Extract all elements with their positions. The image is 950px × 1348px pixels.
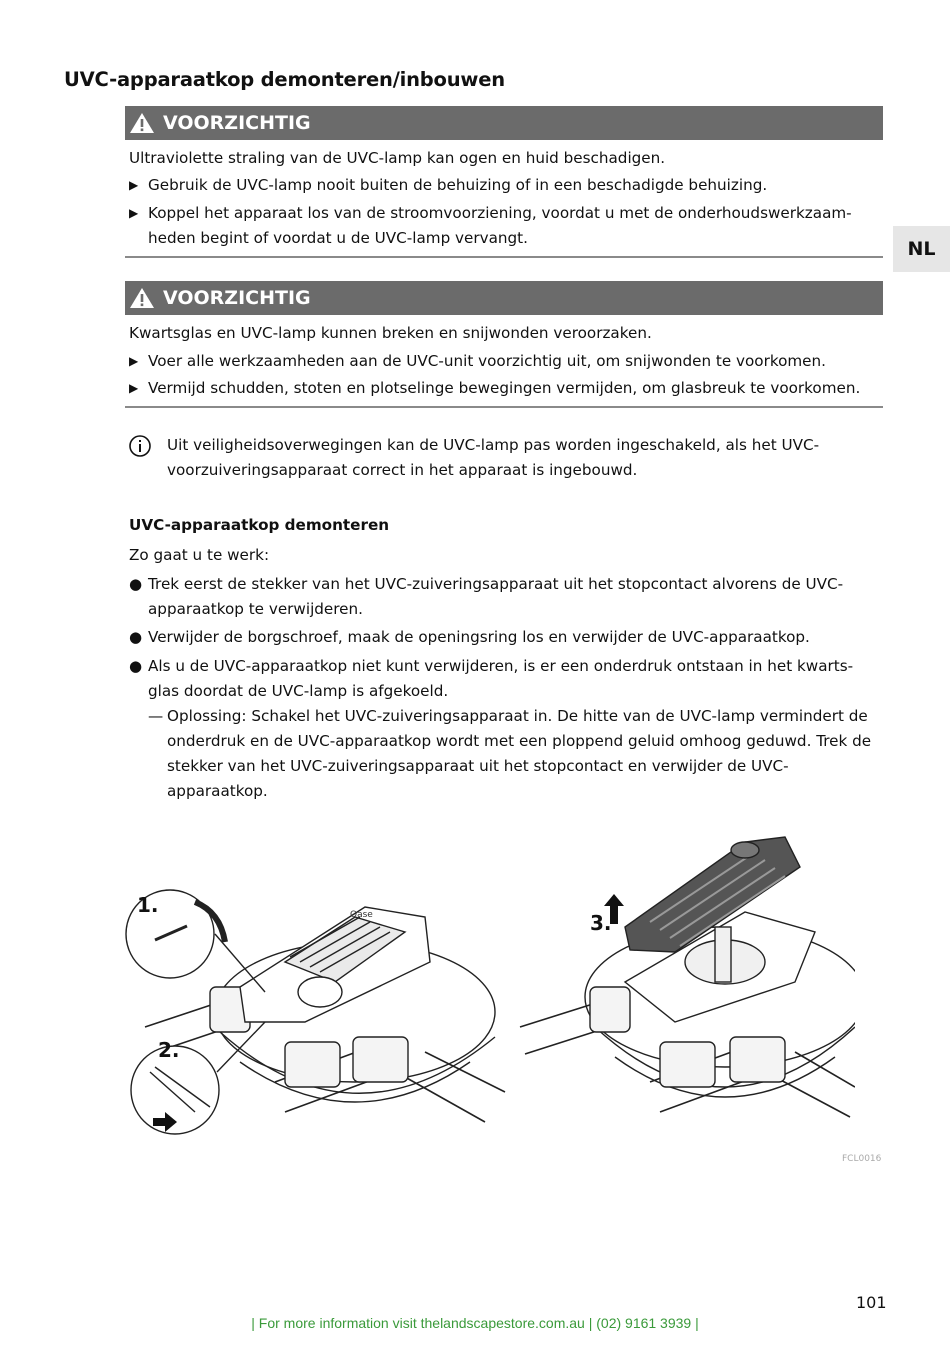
warning-item: ▶ Voer alle werkzaamheden aan de UVC-unit voorzichtig uit, om snijwonden te voorkomen. [129, 349, 879, 374]
warning-banner-2 [125, 281, 883, 315]
uvc-removal-illustration [125, 822, 855, 1152]
warning-intro: Ultraviolette straling van de UVC-lamp kan ogen en huid beschadigen. [129, 149, 666, 167]
dot-bullet-icon: ● [129, 657, 143, 675]
dash-bullet-icon: — [148, 707, 164, 725]
warning-triangle-icon [129, 112, 155, 134]
arrow-bullet-icon: ▶ [129, 354, 139, 368]
step-2-label: 2. [158, 1038, 180, 1062]
dot-bullet-icon: ● [129, 628, 143, 646]
warning-item: ▶ Koppel het apparaat los van de stroomvoorziening, voordat u met de onderhoudswerkzaam-heden begint of voordat u de UVC-lamp vervangt. [129, 201, 879, 251]
warning-item: ▶ Gebruik de UVC-lamp nooit buiten de behuizing of in een beschadigde behuizing. [129, 173, 879, 198]
section-intro: Zo gaat u te werk: [129, 546, 270, 564]
arrow-bullet-icon: ▶ [129, 381, 139, 395]
warning-label: VOORZICHTIG [163, 112, 311, 134]
step-item: ● Trek eerst de stekker van het UVC-zuiveringsapparaat uit het stopcontact alvorens de UVC-apparaatkop te verwijderen. [129, 572, 879, 622]
step-1-label: 1. [137, 893, 159, 917]
footer-link[interactable]: | For more information visit thelandscapestore.com.au | (02) 9161 3939 | [251, 1315, 699, 1331]
page-number: 101 [856, 1293, 887, 1312]
warning-triangle-icon [129, 287, 155, 309]
warning-item: ▶ Vermijd schudden, stoten en plotselinge bewegingen vermijden, om glasbreuk te voorkomen. [129, 376, 879, 401]
divider [125, 406, 883, 408]
figure-caption: FCL0016 [842, 1154, 882, 1164]
info-text: Uit veiligheidsoverwegingen kan de UVC-lamp pas worden ingeschakeld, als het UVC-voorzuiveringsapparaat correct in het apparaat is ingebouwd. [167, 436, 820, 479]
warning-label: VOORZICHTIG [163, 287, 311, 309]
step-3-label: 3. [590, 911, 612, 935]
divider [125, 256, 883, 258]
arrow-bullet-icon: ▶ [129, 206, 139, 220]
info-icon [128, 434, 152, 458]
language-tab: NL [893, 226, 950, 272]
section-heading: UVC-apparaatkop demonteren [129, 516, 390, 534]
dot-bullet-icon: ● [129, 575, 143, 593]
page-title: UVC-apparaatkop demonteren/inbouwen [64, 68, 505, 91]
step-item: ● Als u de UVC-apparaatkop niet kunt verwijderen, is er een onderdruk ontstaan in het kwarts-glas doordat de UVC-lamp is afgekoeld. [129, 654, 879, 704]
solution-item: — Oplossing: Schakel het UVC-zuiveringsapparaat in. De hitte van de UVC-lamp vermindert de onderdruk en de UVC-apparaatkop wordt met een ploppend geluid omhoog geduwd. Trek de stekker van het UVC-zuiveringsapparaat uit het stopcontact en verwijder de UVC-apparaatkop. [148, 704, 883, 804]
brand-logo-label: Oase [350, 910, 373, 920]
warning-banner-1 [125, 106, 883, 140]
step-item: ● Verwijder de borgschroef, maak de openingsring los en verwijder de UVC-apparaatkop. [129, 625, 879, 650]
warning-intro: Kwartsglas en UVC-lamp kunnen breken en snijwonden veroorzaken. [129, 324, 652, 342]
arrow-bullet-icon: ▶ [129, 178, 139, 192]
